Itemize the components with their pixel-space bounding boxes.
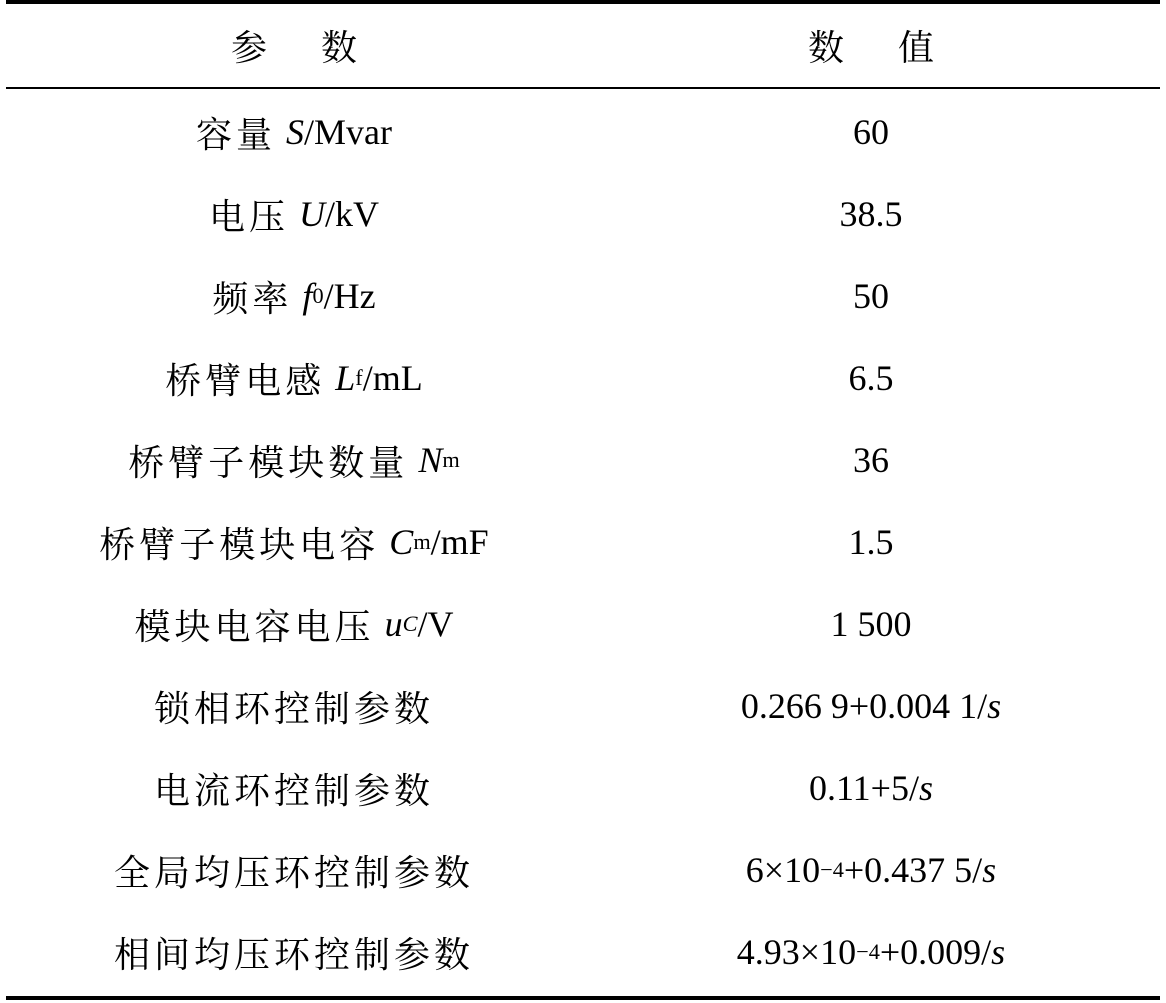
param-value-variable: s xyxy=(918,768,933,808)
header-param-char-2: 数 xyxy=(321,28,358,68)
param-name xyxy=(6,747,582,829)
param-symbol: S xyxy=(286,112,305,152)
param-unit: /V xyxy=(417,604,454,644)
table-row xyxy=(6,583,1160,665)
table-row xyxy=(6,337,1160,419)
table-row xyxy=(6,911,1160,993)
param-value xyxy=(582,583,1160,665)
table-row xyxy=(6,419,1160,501)
param-value-text: 50 xyxy=(853,276,889,316)
param-unit: /mL xyxy=(362,358,423,398)
param-symbol: U xyxy=(299,194,325,234)
param-value: 4.93×10 −4 +0.009/ s xyxy=(736,932,1006,972)
param-value xyxy=(582,173,1160,255)
table-header-row xyxy=(6,4,1160,87)
param-label: 全局均压环控制参数 xyxy=(113,852,474,893)
param-unit: /kV xyxy=(325,194,379,234)
header-param xyxy=(6,4,582,87)
param-value-text: 6×10 xyxy=(745,850,821,890)
param-value-text: 38.5 xyxy=(839,194,903,234)
param-label: 桥臂子模块电容 xyxy=(99,524,380,565)
param-value-text: 1.5 xyxy=(848,522,894,562)
header-value xyxy=(582,4,1160,87)
table-row xyxy=(6,665,1160,747)
param-name: 模块电容电压 u C /V xyxy=(6,583,582,665)
table-row xyxy=(6,501,1160,583)
param-unit: /Hz xyxy=(323,276,376,316)
table-row xyxy=(6,173,1160,255)
param-value-text: 1 500 xyxy=(830,604,912,644)
param-value-text: 4.93×10 xyxy=(736,932,857,972)
table-bottom-rule xyxy=(6,996,1160,1000)
param-unit: /mF xyxy=(430,522,489,562)
param-value-text: 0.266 9+0.004 1/ xyxy=(740,686,988,726)
header-value-char-1: 数 xyxy=(807,28,844,68)
param-value-variable: s xyxy=(991,932,1006,972)
table-row xyxy=(6,747,1160,829)
param-value xyxy=(582,665,1160,747)
param-value-variable: s xyxy=(982,850,997,890)
param-label: 桥臂电感 xyxy=(165,360,326,401)
param-value-text: 60 xyxy=(853,112,889,152)
param-label: 电流环控制参数 xyxy=(153,770,434,811)
param-name: 桥臂子模块电容 C m /mF xyxy=(6,501,582,583)
param-label: 相间均压环控制参数 xyxy=(113,934,474,975)
param-value-text: 6.5 xyxy=(848,358,894,398)
param-symbol: N xyxy=(418,440,443,480)
param-value xyxy=(582,419,1160,501)
header-value-char-2: 值 xyxy=(898,28,935,68)
table-row xyxy=(6,91,1160,173)
table-header-rule xyxy=(6,87,1160,89)
param-value-text: +0.009/ xyxy=(879,932,992,972)
param-value xyxy=(582,255,1160,337)
table-row xyxy=(6,255,1160,337)
param-label: 锁相环控制参数 xyxy=(153,688,434,729)
param-symbol: f xyxy=(302,276,313,316)
param-value xyxy=(582,91,1160,173)
param-symbol: L xyxy=(335,358,356,398)
param-name xyxy=(6,91,582,173)
param-label: 桥臂子模块数量 xyxy=(128,442,409,483)
param-name: 桥臂电感 L f /mL xyxy=(6,337,582,419)
param-name xyxy=(6,829,582,911)
param-label: 容量 xyxy=(196,114,277,155)
table-row xyxy=(6,829,1160,911)
param-value-variable: s xyxy=(987,686,1002,726)
param-label: 电压 xyxy=(208,196,289,237)
param-value xyxy=(582,501,1160,583)
param-label: 模块电容电压 xyxy=(134,606,375,647)
param-value-text: 36 xyxy=(853,440,889,480)
param-name xyxy=(6,665,582,747)
param-value: 6×10 −4 +0.437 5/ s xyxy=(745,850,997,890)
param-value xyxy=(582,337,1160,419)
param-name: 频率 f 0 /Hz xyxy=(6,255,582,337)
param-name: 桥臂子模块数量 N m xyxy=(6,419,582,501)
param-value xyxy=(582,747,1160,829)
param-symbol: C xyxy=(389,522,414,562)
param-name xyxy=(6,911,582,993)
param-name xyxy=(6,173,582,255)
header-param-char-1: 参 xyxy=(230,28,267,68)
param-unit: /Mvar xyxy=(304,112,392,152)
param-value-text: 0.11+5/ xyxy=(809,768,919,808)
param-label: 频率 xyxy=(212,278,293,319)
param-value-text: +0.437 5/ xyxy=(843,850,983,890)
param-symbol: u xyxy=(384,604,403,644)
